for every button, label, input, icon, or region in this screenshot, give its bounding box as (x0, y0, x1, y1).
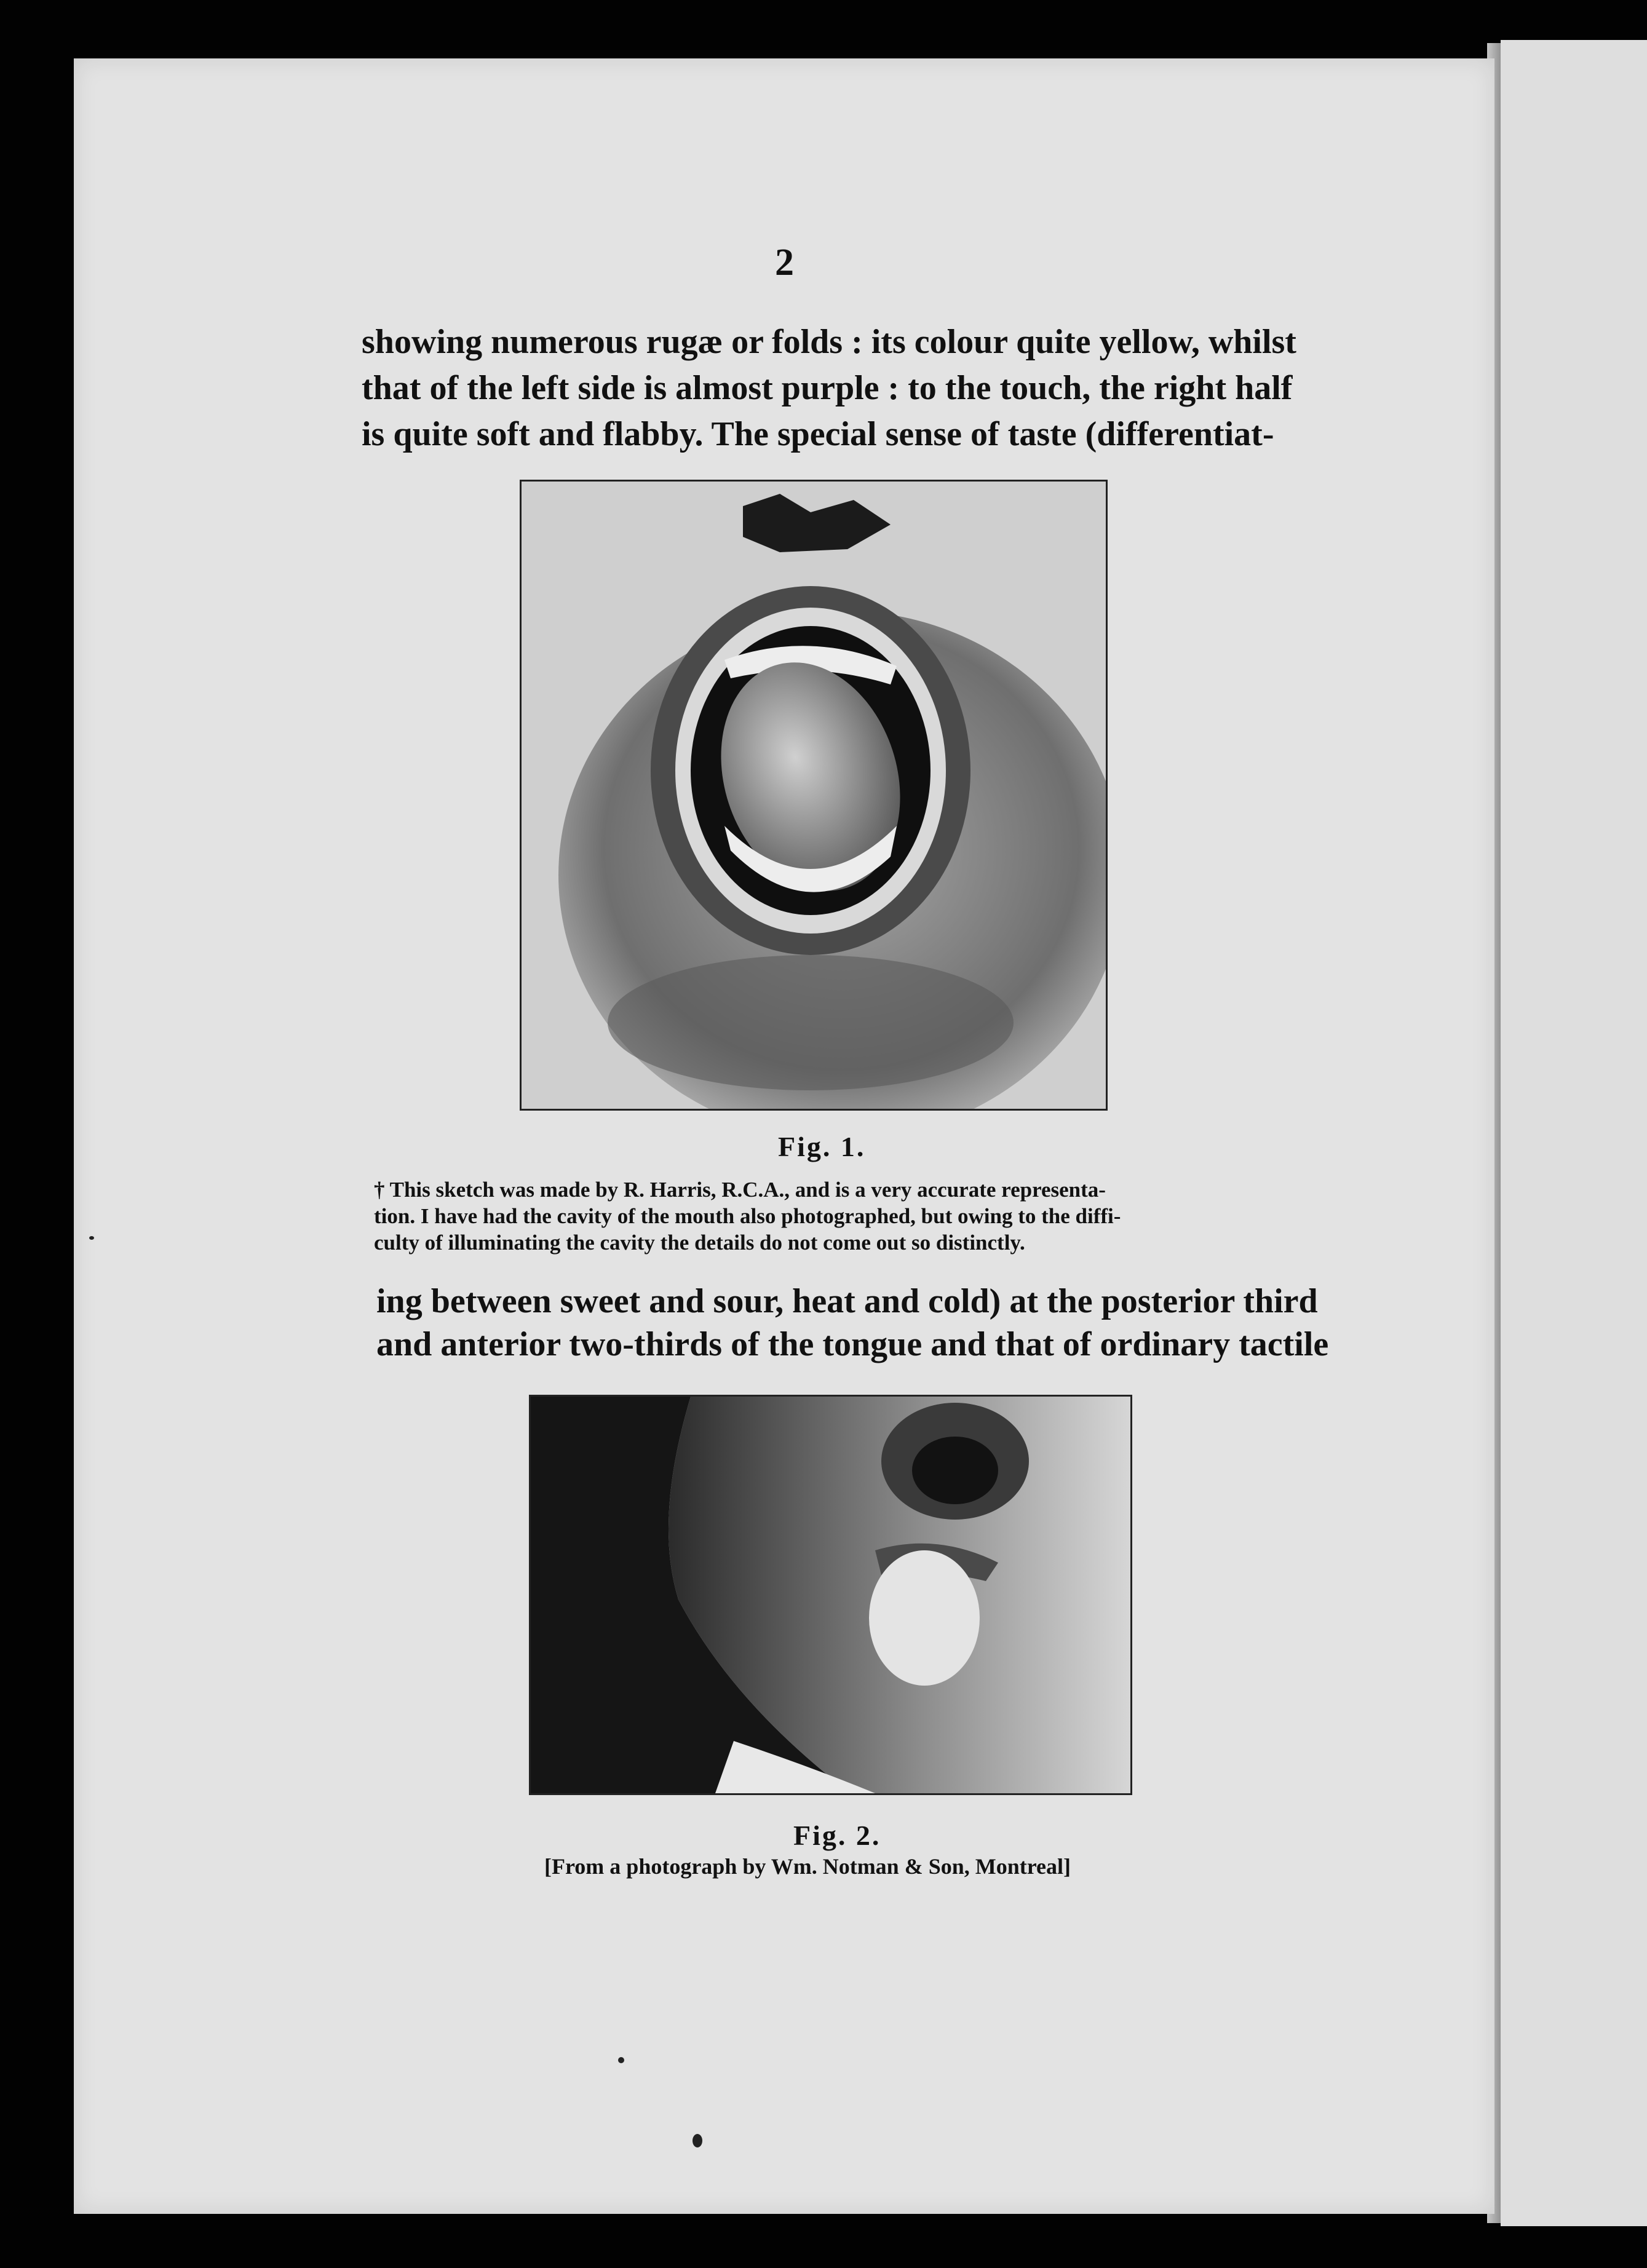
facing-page-edge (1501, 40, 1647, 2226)
footnote-line-1: † This sketch was made by R. Harris, R.C.A., and is a very accurate representa- (374, 1178, 1106, 1202)
ink-speck (618, 2057, 624, 2063)
figure-2-credit: [From a photograph by Wm. Notman & Son, Montreal] (544, 1854, 1071, 1879)
ink-speck (693, 2134, 702, 2147)
footnote-line-3: culty of illuminating the cavity the details do not come out so distinctly. (374, 1231, 1025, 1255)
ink-speck (89, 1236, 94, 1240)
paragraph-line-2: that of the left side is almost purple : to the touch, the right half (362, 369, 1293, 407)
open-mouth-illustration (522, 482, 1106, 1109)
paragraph-line-3: is quite soft and flabby. The special sense of taste (differentiat- (362, 415, 1274, 453)
figure-1-caption: Fig. 1. (778, 1131, 866, 1162)
figure-2-image (529, 1395, 1132, 1795)
footnote-line-2: tion. I have had the cavity of the mouth also photographed, but owing to the diffi- (374, 1204, 1121, 1228)
paragraph-line-4: ing between sweet and sour, heat and cold) at the posterior third (376, 1282, 1318, 1320)
paragraph-line-5: and anterior two-thirds of the tongue and that of ordinary tactile (376, 1325, 1329, 1363)
page-number: 2 (775, 242, 794, 284)
face-photograph (531, 1397, 1130, 1793)
paragraph-line-1: showing numerous rugæ or folds : its colour quite yellow, whilst (362, 323, 1296, 361)
figure-2-caption: Fig. 2. (793, 1820, 881, 1851)
figure-1-image (520, 480, 1108, 1111)
